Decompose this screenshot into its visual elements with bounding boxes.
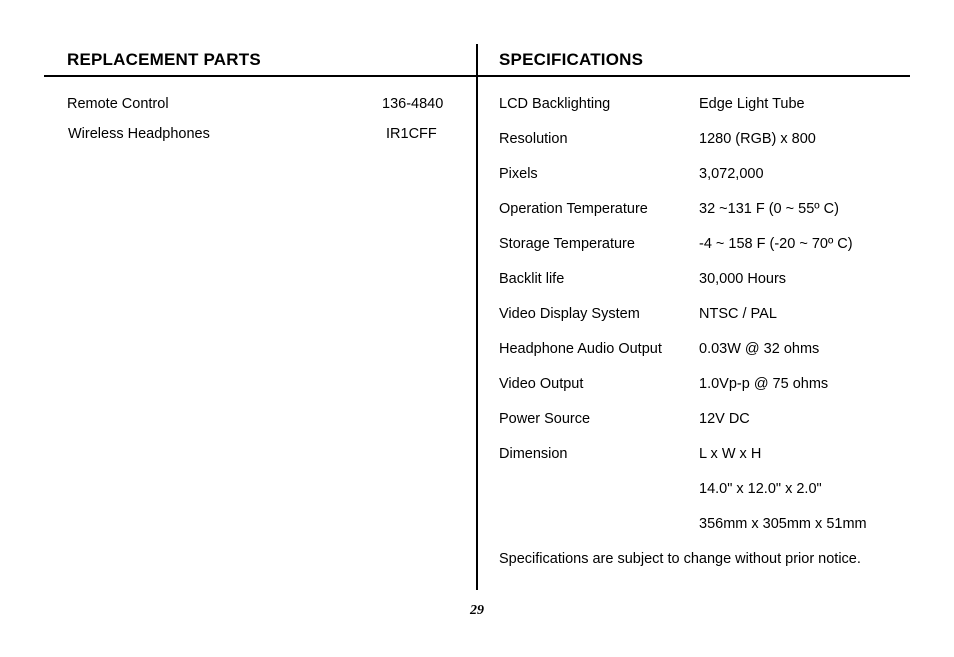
column-divider: [476, 44, 478, 590]
spec-label: Storage Temperature: [499, 236, 635, 252]
specifications-heading: SPECIFICATIONS: [499, 50, 644, 69]
part-code: 136-4840: [382, 96, 444, 112]
spec-value: 32 ~131 F (0 ~ 55º C): [699, 201, 839, 217]
spec-value: L x W x H: [699, 446, 762, 462]
replacement-parts-heading: REPLACEMENT PARTS: [67, 50, 261, 69]
spec-value: 1280 (RGB) x 800: [699, 131, 816, 147]
spec-label: Backlit life: [499, 271, 565, 287]
spec-value: -4 ~ 158 F (-20 ~ 70º C): [699, 236, 853, 252]
part-name: Remote Control: [67, 96, 169, 112]
spec-value: 30,000 Hours: [699, 271, 787, 287]
spec-label: Power Source: [499, 411, 591, 427]
page-number: 29: [470, 603, 484, 618]
spec-label: Dimension: [499, 446, 568, 462]
spec-notice: Specifications are subject to change without prior notice.: [499, 551, 861, 567]
spec-value: 0.03W @ 32 ohms: [699, 341, 820, 357]
spec-label: Resolution: [499, 131, 568, 147]
spec-label: Operation Temperature: [499, 201, 648, 217]
spec-value: Edge Light Tube: [699, 96, 805, 112]
spec-value: 1.0Vp-p @ 75 ohms: [699, 376, 829, 392]
part-code: IR1CFF: [386, 126, 437, 142]
part-name: Wireless Headphones: [68, 126, 210, 142]
spec-label: Video Output: [499, 376, 584, 392]
spec-value: 14.0" x 12.0" x 2.0": [699, 481, 822, 497]
spec-value: 3,072,000: [699, 166, 764, 182]
spec-label: Video Display System: [499, 306, 640, 322]
spec-value: NTSC / PAL: [699, 306, 777, 322]
spec-label: LCD Backlighting: [499, 96, 611, 112]
spec-value: 356mm x 305mm x 51mm: [699, 516, 867, 532]
spec-value: 12V DC: [699, 411, 750, 427]
spec-label: Headphone Audio Output: [499, 341, 662, 357]
spec-label: Pixels: [499, 166, 538, 182]
